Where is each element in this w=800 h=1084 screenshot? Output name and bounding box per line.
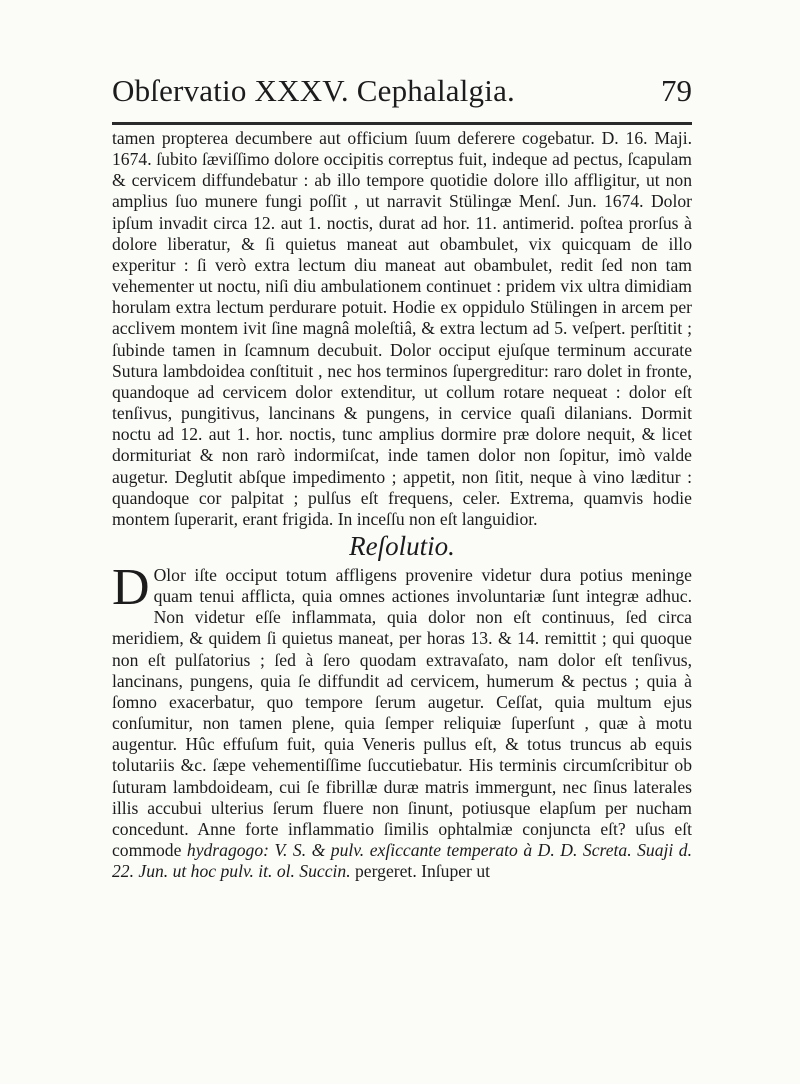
body-text xyxy=(112,128,692,882)
resolution-text: Olor iſte occiput totum affligens provenire videtur dura potius meninge quam tenui afflicta, quia omnes actiones involuntariæ ſunt integræ adhuc. Non videtur eſſe inflammata, quia dolor non eſt continuus, ſed circa meridiem, & quidem ſi quietus maneat, per horas 13. & 14. remittit ; qui quoque non eſt pulſatorius ; ſed à ſero quodam extravaſato, nam dolor eſt tenſivus, lancinans, pungens, quia ſe diffundit ad cervicem, humerum & pectus ; quia à ſomno exacerbatur, quo tempore ſerum augetur. Ceſſat, quia multum ejus conſumitur, non tamen plene, quia ſemper reliquiæ ſuperſunt , quæ à motu augentur. Hûc effuſum fuit, quia Veneris pullus eſt, & totus truncus ab equis tolutariis &c. ſæpe vehementiſſime ſuccutiebatur. His terminis circumſcribitur ob ſuturam lambdoideam, cui ſe fibrillæ duræ matris immergunt, nec ſinus laterales illis accubui ulterius ſerum fluere non ſinunt, potiusque elapſum per nucham concedunt. Anne forte inflammatio ſimilis ophtalmiæ conjuncta eſt? uſus eſt commode xyxy=(112,564,692,860)
resolution-italic-text: hydragogo: V. S. & pulv. exſiccante temperato à D. D. Screta. Suaji d. 22. Jun. ut hoc pulv. it. ol. Succin. xyxy=(112,840,692,882)
paragraph-resolution xyxy=(112,558,692,882)
resolution-text-end: pergeret. Inſuper ut xyxy=(350,861,491,882)
page-number: 79 xyxy=(661,73,692,108)
page-header xyxy=(112,72,692,116)
section-title: Reſolutio. xyxy=(349,530,455,561)
running-title: Obſervatio XXXV. Cephalalgia. xyxy=(112,73,515,108)
drop-cap: D xyxy=(112,558,150,616)
paragraph-observation: tamen propterea decumbere aut officium ſuum deferere cogebatur. D. 16. Maji. 1674. ſubito ſæviſſimo dolore occipitis correptus fuit, indeque ad pectus, ſcapulam & cervicem diffundebatur : ab illo tempore quotidie dolore illo affligitur, ut non amplius ſuo munere fungi poſſit , ut narravit Stülingæ Menſ. Jun. 1674. Dolor ipſum invadit circa 12. aut 1. noctis, durat ad hor. 11. antimerid. poſtea prorſus à dolore liberatur, & ſi quietus maneat aut obambulet, vix quicquam de illo experitur : ſi verò extra lectum diu maneat aut obambulet, redit ſed non tam vehementer ut noctu, niſi diu ambulationem continuet : pridem vix ultra dimidiam horulam extra lectum perdurare potuit. Hodie ex oppidulo Stülingen in arcem per acclivem montem ivit ſine magnâ moleſtiâ, & extra lectum ad 5. veſpert. perſtitit ; ſubinde tamen in ſcamnum decubuit. Dolor occiput ejuſque terminum accurate Sutura lambdoidea conſtituit , nec hos terminos ſupergreditur: raro dolet in fronte, quandoque ad cervicem dolor extenditur, ut collum rotare nequeat : dolor eſt tenſivus, pungitivus, lancinans & pungens, in cervice quaſi dilanians. Dormit noctu ad 12. aut 1. hor. noctis, tunc amplius dormire præ dolore nequit, & licet dormituriat & non rarò indormiſcat, inde tamen dolor non ſopitur, imò valde augetur. Deglutit abſque impedimento ; appetit, non ſitit, neque à vino læditur : quandoque cor palpitat ; pulſus eſt frequens, celer. Extrema, quamvis hodie montem ſuperarit, erant frigida. In inceſſu non eſt languidior. xyxy=(112,128,692,529)
header-rule xyxy=(112,122,692,125)
